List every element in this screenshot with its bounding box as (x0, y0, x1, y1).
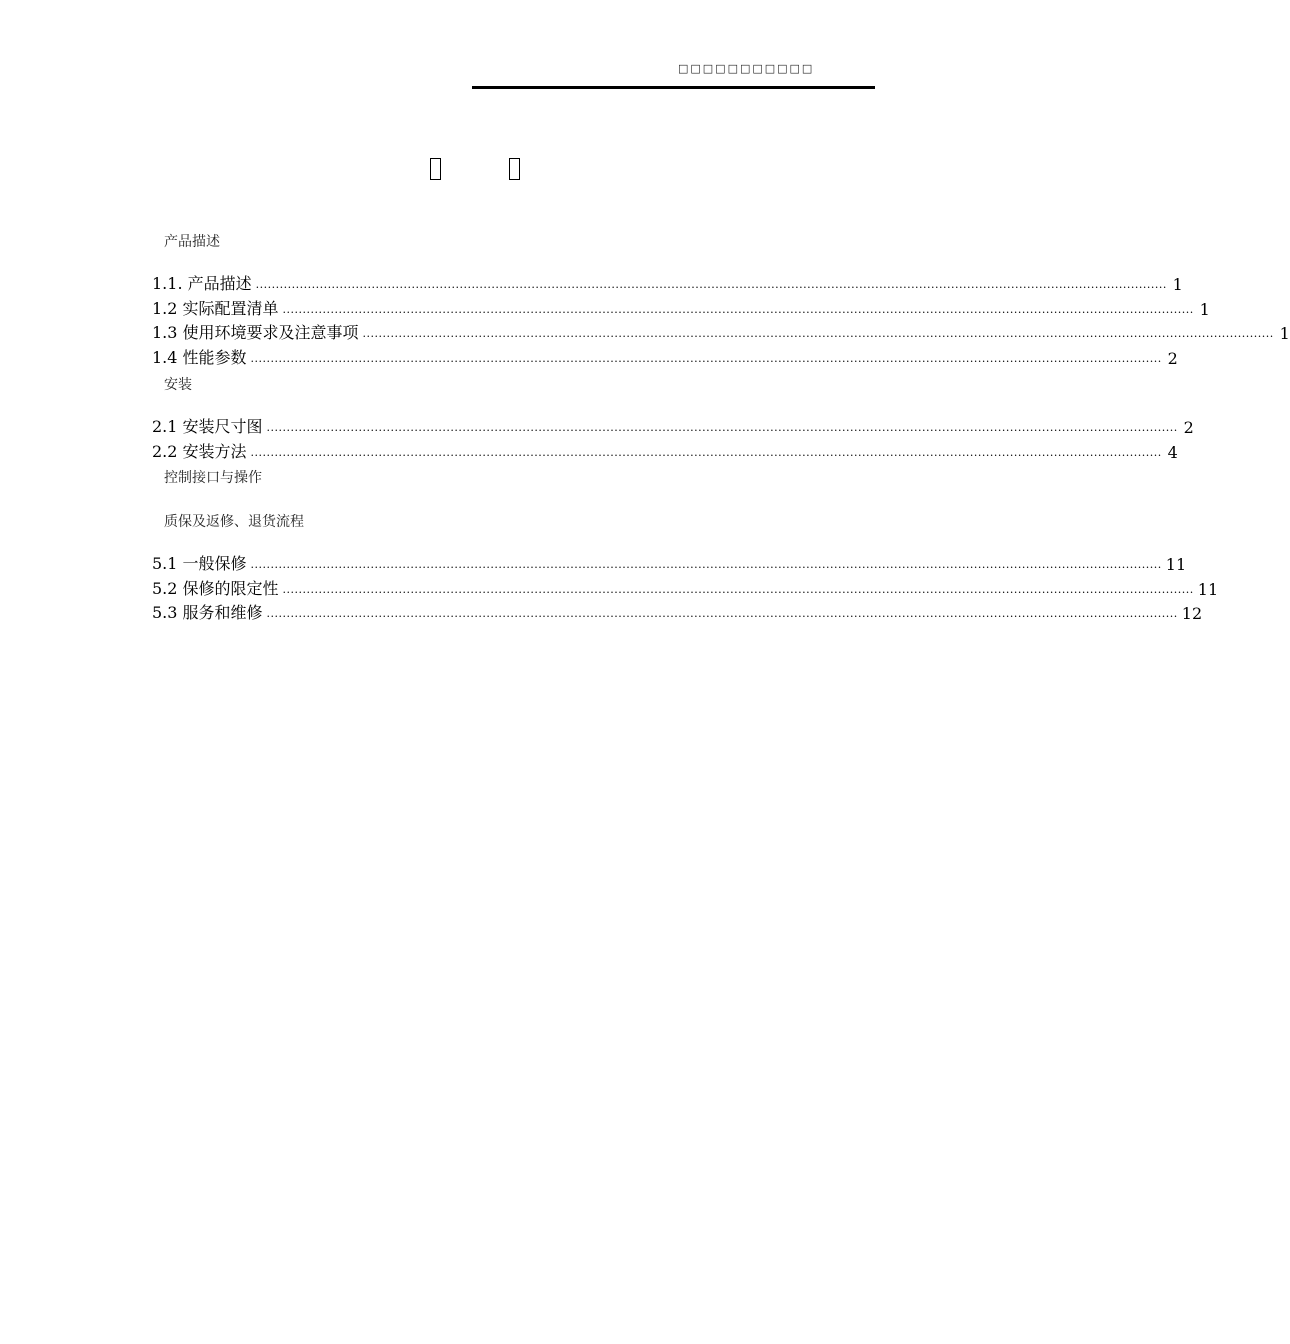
toc-leader-dots: .................................................................................................................................................................................................................................... (250, 352, 1162, 365)
toc-entry-label: 2.1 安装尺寸图 (152, 417, 263, 436)
toc-entry-page: 1 (1172, 275, 1183, 294)
toc-chapter-5: 质保及返修、退货流程 (164, 514, 304, 530)
toc-chapter-3: 控制接口与操作 (164, 470, 262, 486)
toc-entry-label: 1.1. 产品描述 (152, 274, 252, 293)
toc-entry-label: 5.1 一般保修 (152, 554, 247, 573)
toc-leader-dots: .................................................................................................................................................................................................................................... (282, 583, 1194, 596)
toc-entry-page: 1 (1279, 324, 1290, 343)
toc-entry-label: 5.2 保修的限定性 (152, 579, 279, 598)
toc-entry-page: 11 (1165, 555, 1187, 574)
toc-entry[interactable] (152, 438, 1178, 462)
toc-entry-page: 1 (1199, 300, 1210, 319)
toc-leader-dots: .................................................................................................................................................................................................................................... (266, 607, 1178, 620)
toc-entry-label: 5.3 服务和维修 (152, 603, 263, 622)
toc-entry[interactable] (152, 575, 1219, 599)
toc-entry[interactable] (152, 295, 1210, 319)
toc-chapter-1: 产品描述 (164, 234, 220, 250)
header-rule (472, 86, 875, 89)
toc-entry[interactable] (152, 270, 1183, 294)
toc-leader-dots: .................................................................................................................................................................................................................................... (255, 278, 1167, 291)
toc-chapter-2: 安装 (164, 377, 192, 393)
toc-entry[interactable] (152, 599, 1203, 623)
toc-leader-dots: .................................................................................................................................................................................................................................... (362, 327, 1274, 340)
toc-entry[interactable] (152, 550, 1187, 574)
toc-entry-label: 1.4 性能参数 (152, 348, 247, 367)
toc-title (0, 156, 950, 181)
toc-leader-dots: .................................................................................................................................................................................................................................... (282, 303, 1194, 316)
missing-glyph-box-2 (509, 158, 520, 180)
toc-entry-page: 4 (1167, 443, 1178, 462)
toc-entry-label: 1.3 使用环境要求及注意事项 (152, 323, 359, 342)
toc-entry[interactable] (152, 344, 1178, 368)
toc-entry[interactable] (152, 319, 1290, 343)
toc-entry-label: 2.2 安装方法 (152, 442, 247, 461)
toc-leader-dots: .................................................................................................................................................................................................................................... (250, 558, 1162, 571)
toc-entry[interactable] (152, 413, 1194, 437)
toc-entry-page: 12 (1181, 604, 1203, 623)
toc-entry-page: 2 (1183, 418, 1194, 437)
running-header: □□□□□□□□□□□ (678, 62, 815, 75)
toc-entry-label: 1.2 实际配置清单 (152, 299, 279, 318)
toc-leader-dots: .................................................................................................................................................................................................................................... (250, 446, 1162, 459)
missing-glyph-box-1 (430, 158, 441, 180)
toc-entry-page: 11 (1197, 580, 1219, 599)
toc-entry-page: 2 (1167, 349, 1178, 368)
toc-leader-dots: .................................................................................................................................................................................................................................... (266, 421, 1178, 434)
